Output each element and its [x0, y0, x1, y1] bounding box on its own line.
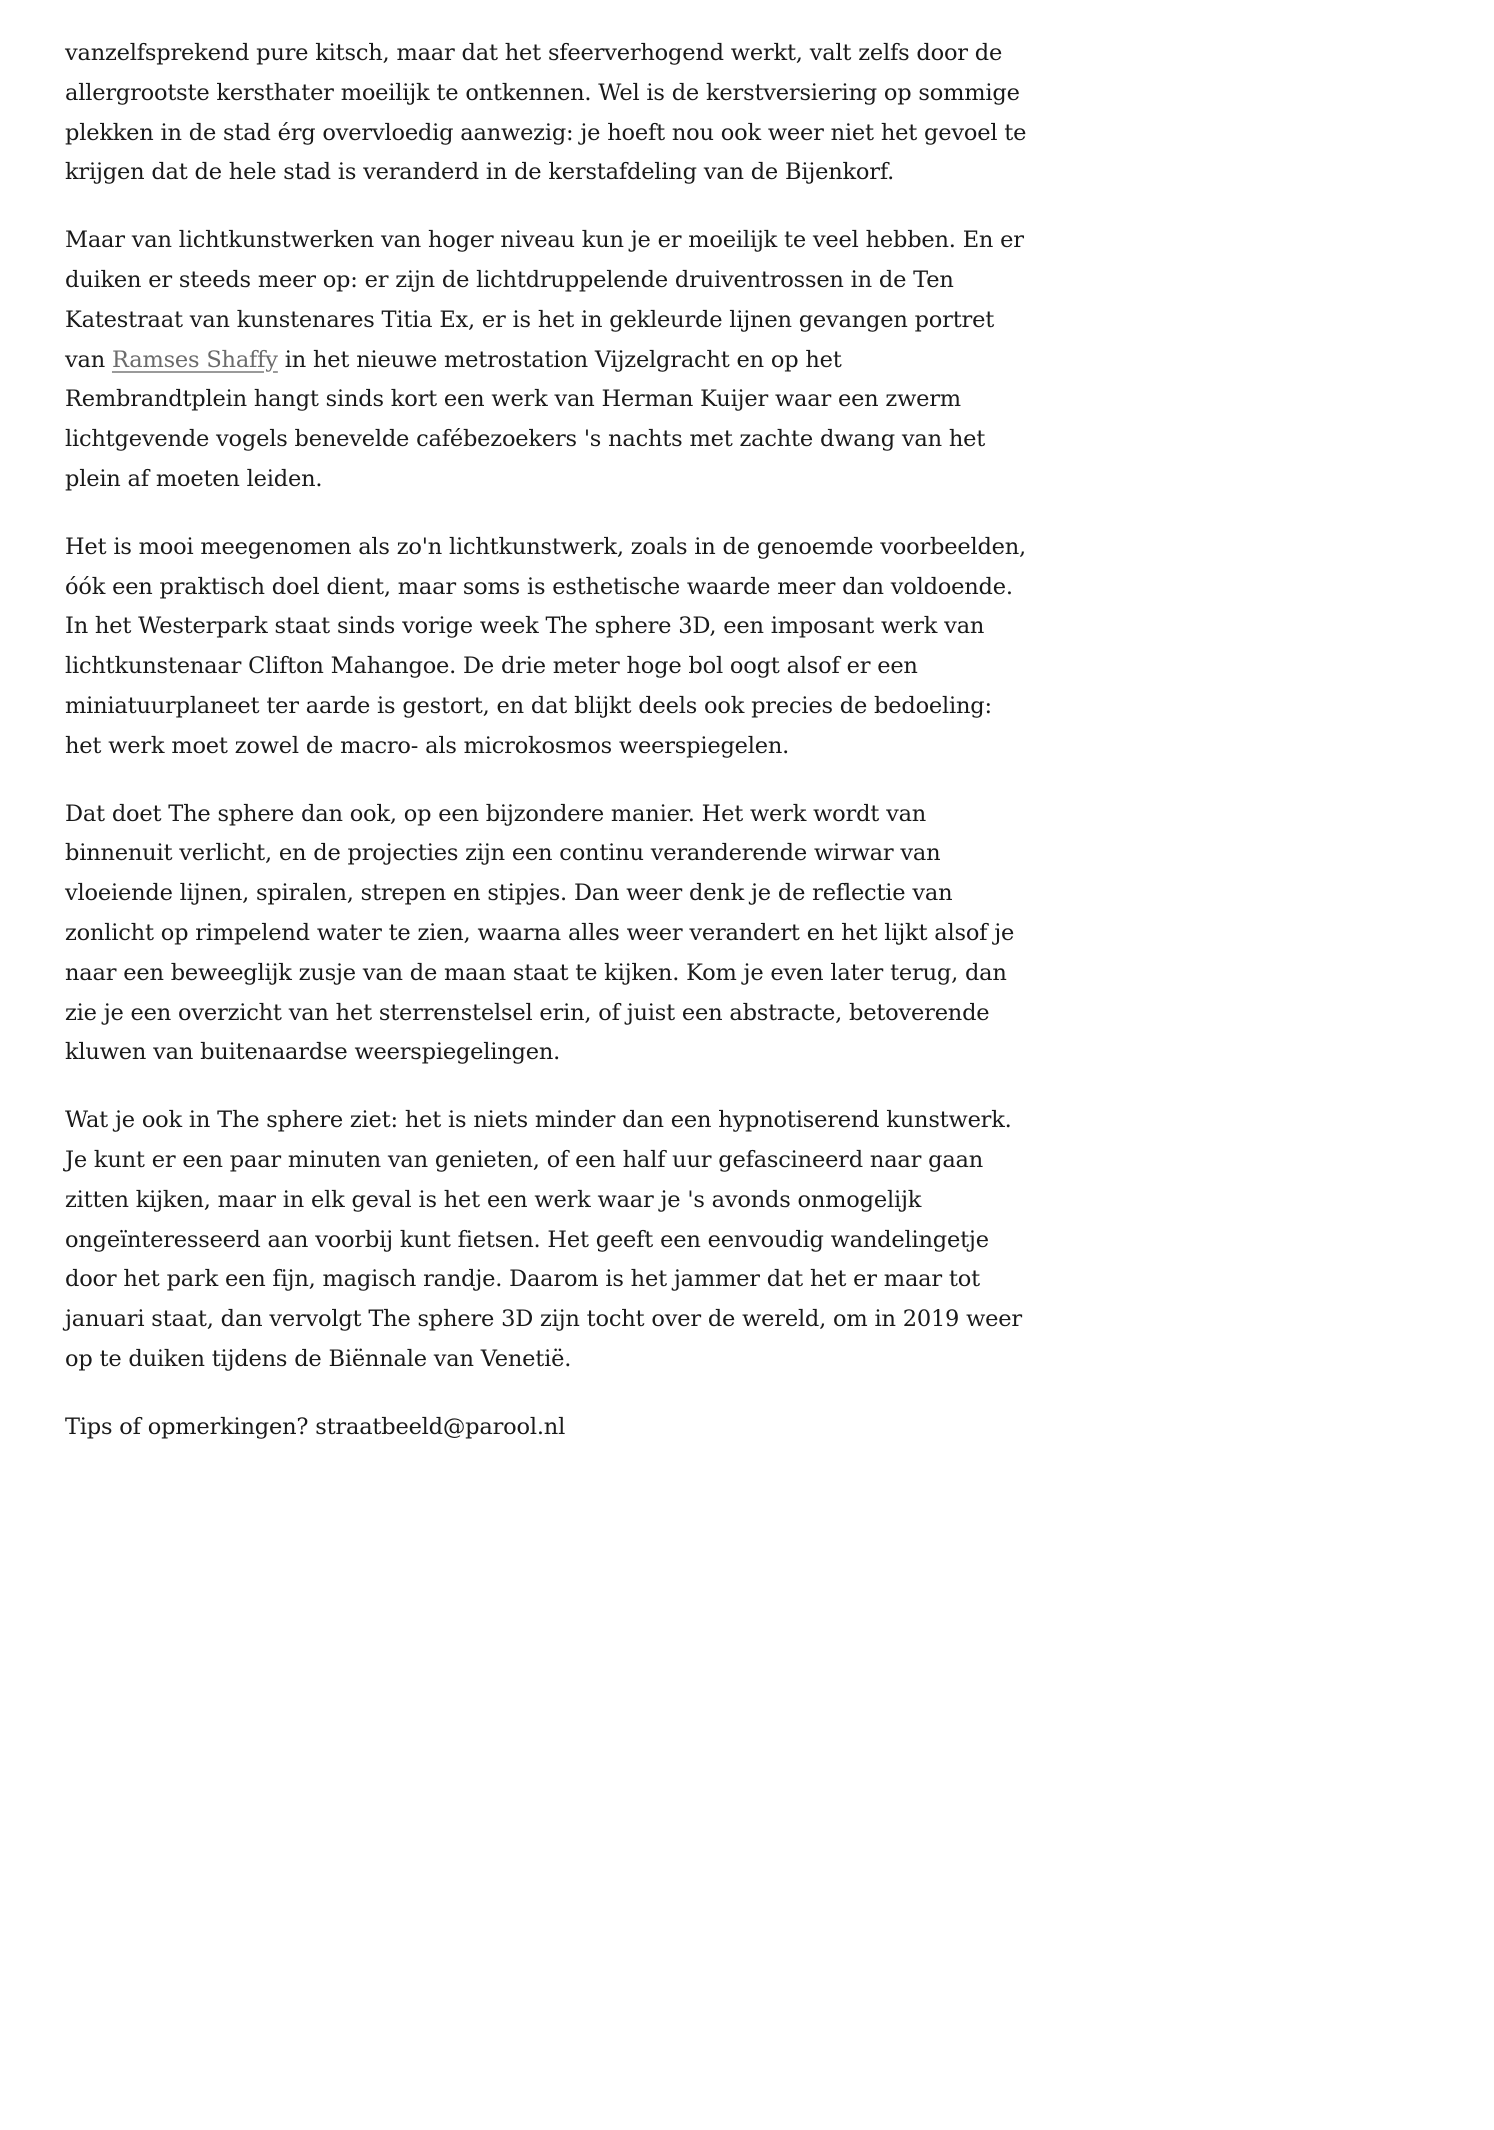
paragraph-3: Het is mooi meegenomen als zo'n lichtkunstwerk, zoals in de genoemde voorbeelden, óók een praktisch doel dient, maar soms is esthetische waarde meer dan voldoende. In het Westerpark staat sinds vorige week The sphere 3D, een imposant werk van lichtkunstenaar Clifton Mahangoe. De drie meter hoge bol oogt alsof er een miniatuurplaneet ter aarde is gestort, en dat blijkt deels ook precies de bedoeling: het werk moet zowel de macro- als microkosmos weerspiegelen.	[65, 533, 1027, 759]
article-body	[65, 34, 1030, 1476]
paragraph-2-text-before-link: Maar van lichtkunstwerken van hoger niveau kun je er moeilijk te veel hebben. En er duiken er steeds meer op: er zijn de lichtdruppelende druiventrossen in de Ten Katestraat van kunstenares Titia Ex, er is het in gekleurde lijnen gevangen portret van	[65, 227, 1024, 373]
paragraph-4: Dat doet The sphere dan ook, op een bijzondere manier. Het werk wordt van binnenuit verlicht, en de projecties zijn een continu veranderende wirwar van vloeiende lijnen, spiralen, strepen en stipjes. Dan weer denk je de reflectie van zonlicht op rimpelend water te zien, waarna alles weer verandert en het lijkt alsof je naar een beweeglijk zusje van de maan staat te kijken. Kom je even later terug, dan zie je een overzicht van het sterrenstelsel erin, of juist een abstracte, betoverende kluwen van buitenaardse weerspiegelingen.	[65, 800, 1015, 1066]
paragraph-2	[65, 221, 1030, 500]
paragraph-2-text-after-link: in het nieuwe metrostation Vijzelgracht en op het Rembrandtplein hangt sinds kort een werk van Herman Kuijer waar een zwerm lichtgevende vogels benevelde cafébezoekers 's nachts met zachte dwang van het plein af moeten leiden.	[65, 346, 986, 492]
paragraph-5: Wat je ook in The sphere ziet: het is niets minder dan een hypnotiserend kunstwerk. Je kunt er een paar minuten van genieten, of een half uur gefascineerd naar gaan zitten kijken, maar in elk geval is het een werk waar je 's avonds onmogelijk ongeïnteresseerd aan voorbij kunt fietsen. Het geeft een eenvoudig wandelingetje door het park een fijn, magisch randje. Daarom is het jammer dat het er maar tot januari staat, dan vervolgt The sphere 3D zijn tocht over de wereld, om in 2019 weer op te duiken tijdens de Biënnale van Venetië.	[65, 1107, 1022, 1372]
paragraph-1: vanzelfsprekend pure kitsch, maar dat het sfeerverhogend werkt, valt zelfs door de allergrootste kersthater moeilijk te ontkennen. Wel is de kerstversiering op sommige plekken in de stad érg overvloedig aanwezig: je hoeft nou ook weer niet het gevoel te krijgen dat de hele stad is veranderd in de kerstafdeling van de Bijenkorf.	[65, 40, 1027, 186]
tips-contact-line: Tips of opmerkingen? straatbeeld@parool.nl	[65, 1413, 566, 1440]
ramses-shaffy-link[interactable]: Ramses Shaffy	[111, 346, 278, 373]
